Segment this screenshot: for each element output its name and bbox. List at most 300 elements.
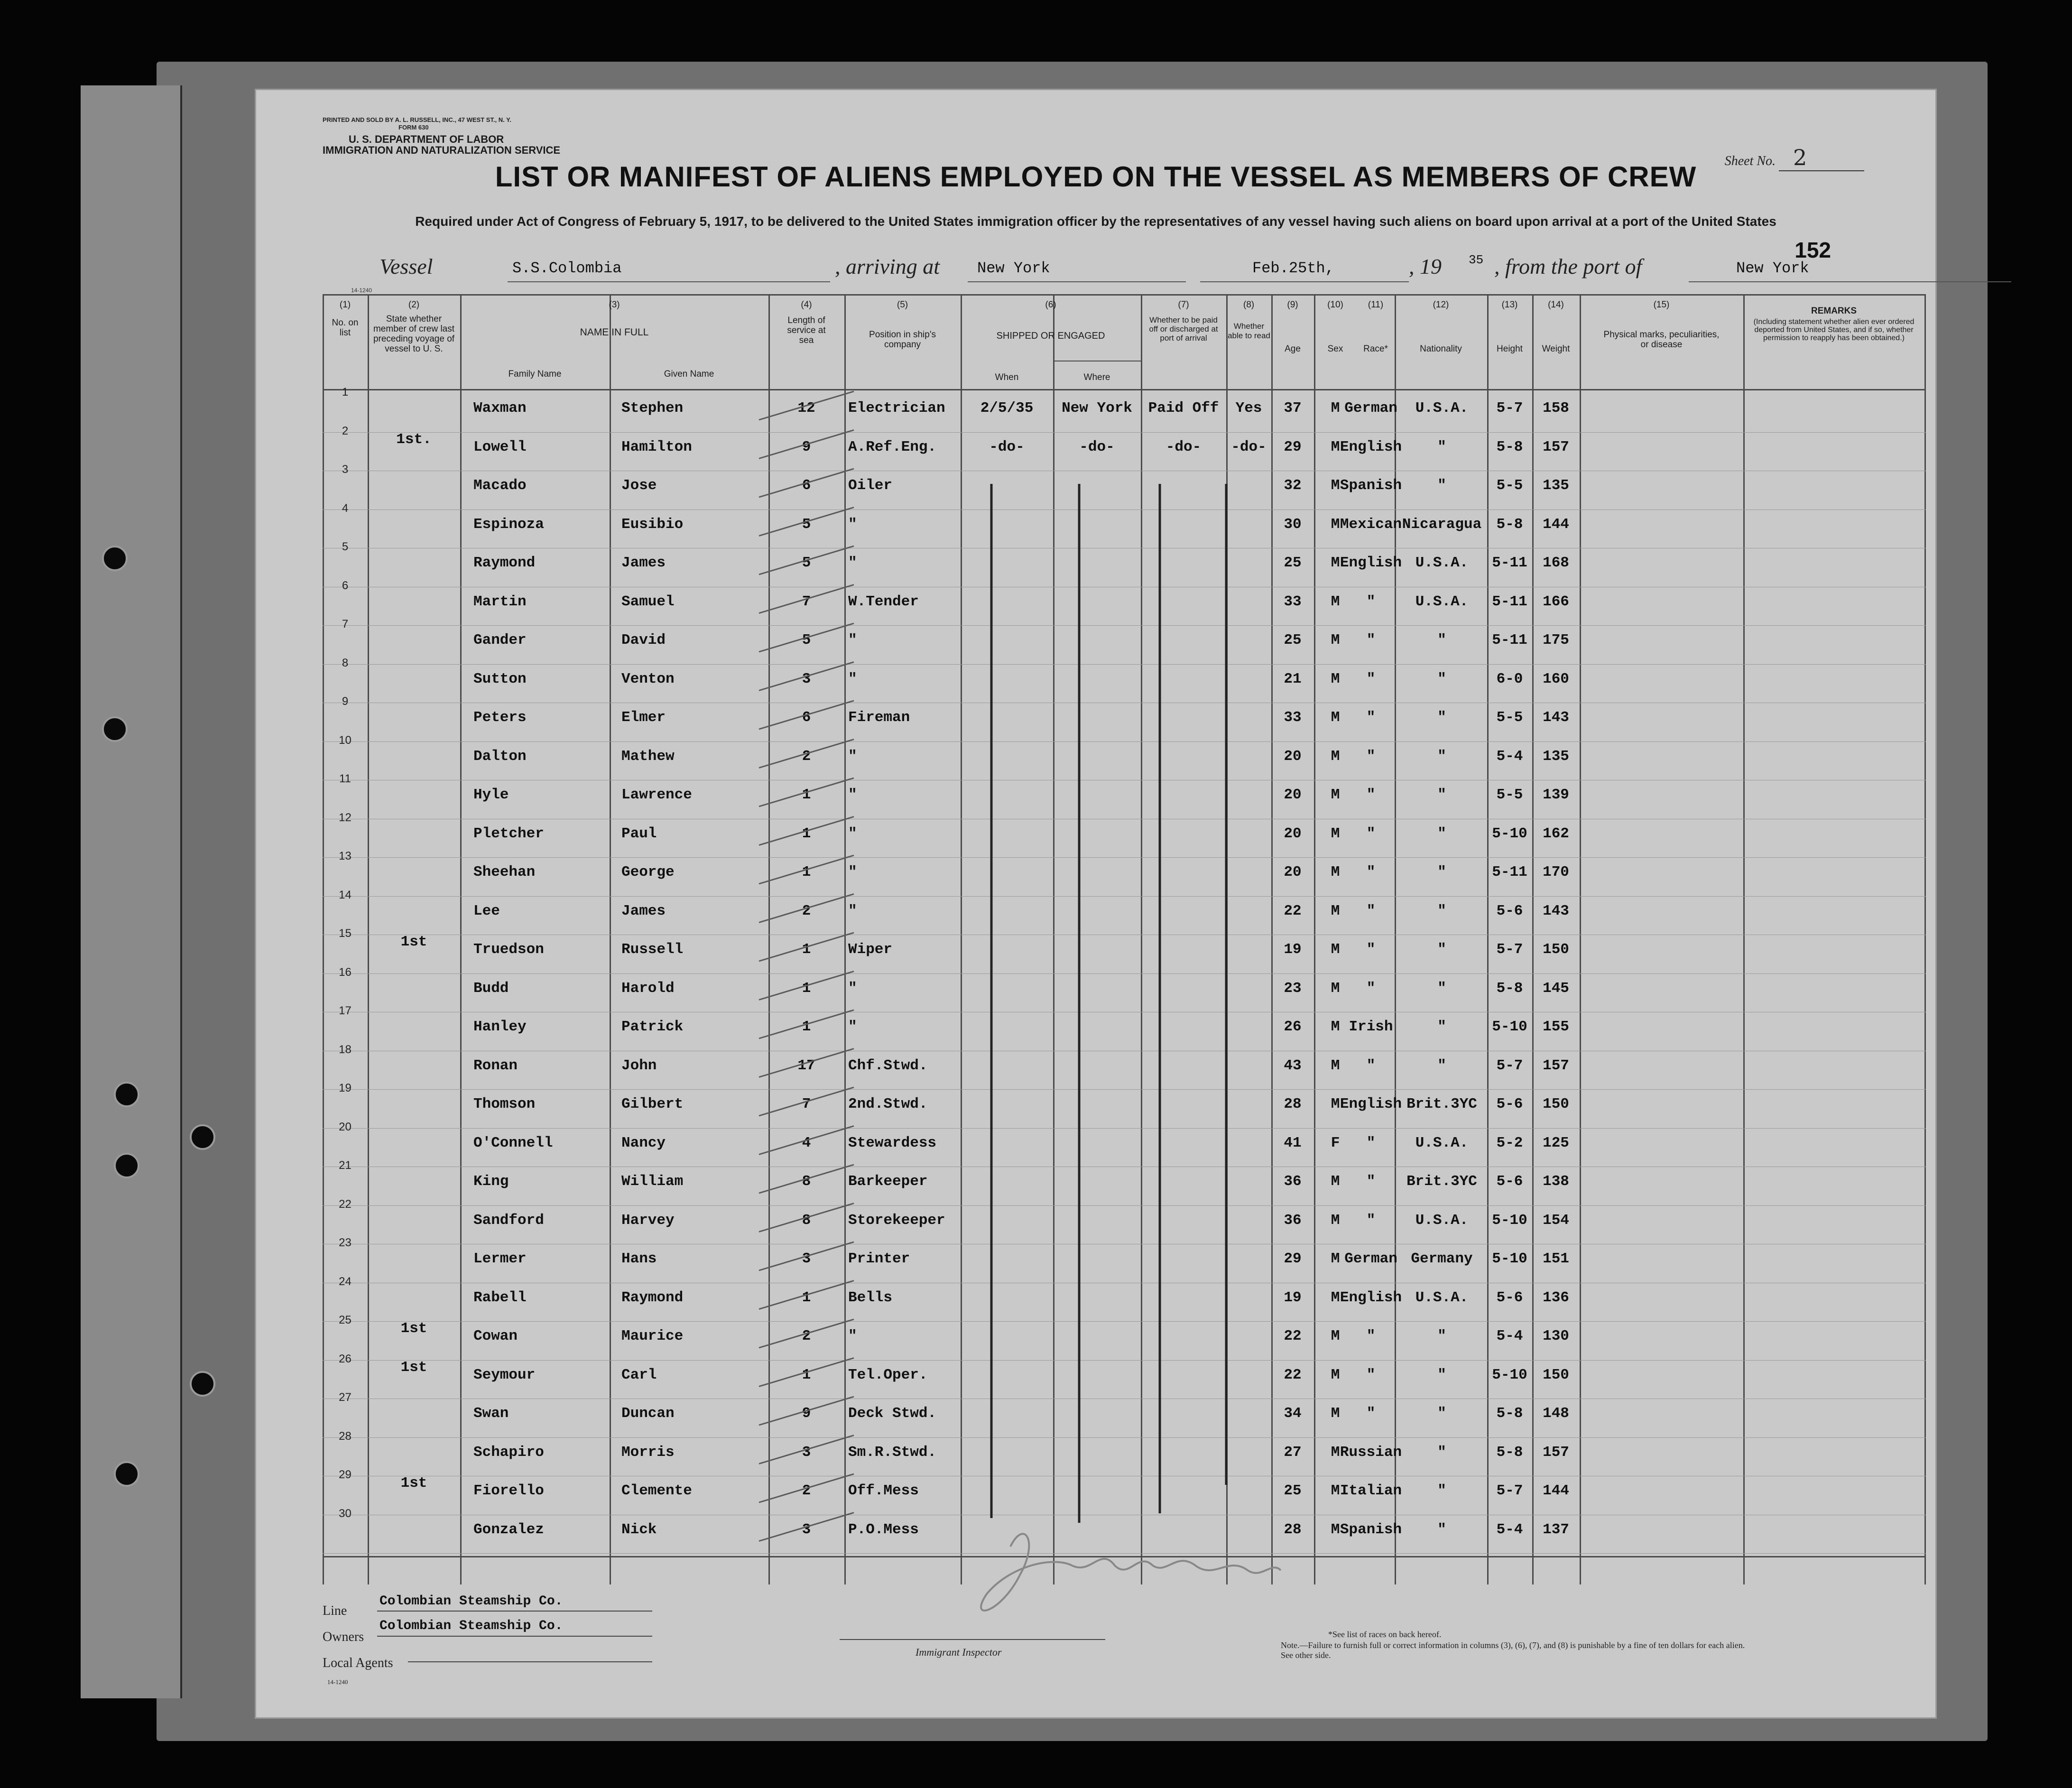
nationality-cell: " [1437,1057,1446,1074]
row-number-cell: 1 [342,386,349,398]
position-cell: Chf.Stwd. [848,1057,928,1074]
check-stroke [759,1242,854,1270]
row-number-cell: 13 [339,850,352,862]
col13-number: (13) [1501,300,1518,310]
age-cell: 29 [1284,438,1302,455]
row-number-cell: 24 [339,1275,352,1288]
sex-cell: M [1331,1521,1340,1538]
nationality-cell: " [1437,1405,1446,1422]
height-cell: 5-8 [1496,1405,1523,1422]
position-cell: W.Tender [848,593,919,610]
sex-cell: M [1331,632,1340,648]
col3-header: NAME IN FULL [580,327,649,338]
row-number-cell: 30 [339,1507,352,1520]
col1-header: No. on list [332,318,359,338]
family-name-cell: Dalton [473,748,527,765]
service-length-cell: 4 [802,1134,811,1151]
service-length-cell: 2 [802,748,811,765]
race-cell: " [1366,1057,1376,1074]
family-name-cell: Sutton [473,670,527,687]
race-cell: " [1366,941,1376,958]
weight-cell: 143 [1543,709,1569,726]
weight-cell: 150 [1543,1096,1569,1112]
sex-cell: M [1331,864,1340,880]
prev-voyage-cell: 1st [400,1320,427,1337]
col2-header: State whether member of crew last preceding voyage of vessel to U. S. [373,314,455,354]
given-name-cell: Nancy [621,1134,666,1151]
height-cell: 5-8 [1496,1444,1523,1461]
printer-note: PRINTED AND SOLD BY A. L. RUSSELL, INC., 47 WEST ST., N. Y. FORM 630 [323,116,511,131]
race-cell: German [1344,400,1397,417]
check-stroke [759,1049,854,1077]
family-name-cell: Rabell [473,1289,527,1306]
race-cell: " [1366,1328,1376,1344]
col14-header: Weight [1542,344,1570,354]
paid-off-cell: -do- [1166,438,1202,455]
col5-header: Position in ship's company [869,330,936,350]
col4-header: Length of service at sea [787,315,826,345]
weight-cell: 170 [1543,864,1569,880]
age-cell: 20 [1284,748,1302,765]
service-length-cell: 9 [802,1405,811,1422]
row-number-cell: 21 [339,1159,352,1172]
check-stroke [759,1087,854,1116]
height-cell: 5-5 [1496,477,1523,494]
col8-number: (8) [1243,300,1255,310]
age-cell: 22 [1284,902,1302,919]
age-cell: 19 [1284,941,1302,958]
given-name-cell: Raymond [621,1289,684,1306]
family-name-cell: Peters [473,709,527,726]
nationality-cell: " [1437,1482,1446,1499]
sex-cell: M [1331,902,1340,919]
given-name-cell: Patrick [621,1019,684,1035]
position-cell: " [848,1019,857,1035]
age-cell: 36 [1284,1212,1302,1229]
height-cell: 5-4 [1496,1328,1523,1344]
height-cell: 5-7 [1496,400,1523,417]
position-cell: Storekeeper [848,1212,945,1229]
given-name-cell: Carl [621,1366,657,1383]
nationality-cell: " [1437,864,1446,880]
weight-cell: 144 [1543,1482,1569,1499]
nationality-cell: Brit.3YC [1406,1173,1477,1190]
race-cell: " [1366,864,1376,880]
weight-cell: 162 [1543,825,1569,842]
family-name-cell: Truedson [473,941,544,958]
col12-number: (12) [1433,300,1449,310]
check-stroke [759,1126,854,1155]
age-cell: 29 [1284,1251,1302,1267]
row-number-cell: 5 [342,540,349,553]
position-cell: " [848,516,857,533]
race-cell: " [1366,1134,1376,1151]
service-length-cell: 17 [797,1057,815,1074]
check-stroke [759,1204,854,1232]
row-number-cell: 11 [339,772,351,785]
position-cell: Stewardess [848,1134,937,1151]
age-cell: 19 [1284,1289,1302,1306]
sex-cell: M [1331,748,1340,765]
row-number-cell: 6 [342,579,349,592]
given-name-cell: Paul [621,825,657,842]
owners-value: Colombian Steamship Co. [379,1619,563,1633]
weight-cell: 145 [1543,980,1569,997]
row-number-cell: 3 [342,463,349,476]
weight-cell: 158 [1543,400,1569,417]
weight-cell: 151 [1543,1251,1569,1267]
given-name-cell: Venton [621,670,675,687]
service-length-cell: 6 [802,477,811,494]
check-stroke [759,391,854,420]
check-stroke [759,469,854,497]
col8-header: Whether able to read [1228,322,1270,340]
line-value: Colombian Steamship Co. [379,1594,563,1609]
row-number-cell: 4 [342,501,349,515]
service-length-cell: 3 [802,670,811,687]
height-cell: 5-5 [1496,709,1523,726]
year-label: , 19 [1409,254,1442,278]
nationality-cell: " [1437,1366,1446,1383]
weight-cell: 130 [1543,1328,1569,1344]
family-name-cell: Fiorello [473,1482,544,1499]
service-length-cell: 5 [802,632,811,648]
weight-cell: 157 [1543,1444,1569,1461]
given-name-cell: Hamilton [621,438,692,455]
sex-cell: M [1331,1057,1340,1074]
check-stroke [759,1397,854,1425]
col4-number: (4) [801,300,812,310]
inspector-label: Immigrant Inspector [916,1646,1002,1658]
age-cell: 37 [1284,400,1302,417]
race-cell: " [1366,593,1376,610]
check-stroke [759,894,854,923]
remarks-subheader: (Including statement whether alien ever ordered deported from United States, and if so, whether permission to reapply has been obtained.) [1753,318,1915,342]
service-length-cell: 3 [802,1521,811,1538]
from-port-label: , from the port of [1494,254,1642,278]
nationality-cell: " [1437,1019,1446,1035]
page-number: 152 [1794,238,1831,262]
family-name-header: Family Name [508,369,562,379]
given-name-cell: Eusibio [621,516,684,533]
weight-cell: 137 [1543,1521,1569,1538]
penalty-note: Note.—Failure to furnish full or correct information in columns (3), (6), (7), and (8) is punishable by a fine of ten dollars for each alien. See other side. [1281,1640,1745,1660]
nationality-cell: " [1437,941,1446,958]
row-number-cell: 28 [339,1429,352,1443]
family-name-cell: Lowell [473,438,527,455]
service-length-cell: 3 [802,1444,811,1461]
given-name-cell: Stephen [621,400,684,417]
check-stroke [759,1281,854,1309]
race-cell: English [1340,555,1402,571]
check-stroke [759,1165,854,1193]
check-stroke [759,1513,854,1541]
col1-number: (1) [339,300,351,310]
prev-voyage-cell: 1st. [396,431,432,448]
race-cell: " [1366,980,1376,997]
height-cell: 5-11 [1492,555,1527,571]
position-cell: " [848,864,857,880]
nationality-cell: U.S.A. [1415,1134,1469,1151]
nationality-cell: " [1437,1521,1446,1538]
able-to-read-cell: -do- [1231,438,1267,455]
col15-number: (15) [1653,300,1670,310]
given-name-cell: Maurice [621,1328,684,1344]
arrival-year: 35 [1469,253,1484,267]
position-cell: Deck Stwd. [848,1405,937,1422]
given-name-cell: Jose [621,477,657,494]
nationality-cell: U.S.A. [1415,1289,1469,1306]
position-cell: " [848,1328,857,1344]
service-length-cell: 7 [802,1096,811,1112]
weight-cell: 135 [1543,477,1569,494]
sex-cell: M [1331,980,1340,997]
race-cell: English [1340,438,1402,455]
age-cell: 27 [1284,1444,1302,1461]
family-name-cell: Seymour [473,1366,536,1383]
row-number-cell: 29 [339,1468,352,1481]
race-cell: Russian [1340,1444,1402,1461]
sex-cell: M [1331,1444,1340,1461]
nationality-cell: " [1437,980,1446,997]
row-number-cell: 8 [342,656,349,669]
given-name-cell: William [621,1173,684,1190]
race-cell: " [1366,787,1376,803]
sex-cell: M [1331,555,1340,571]
check-stroke [759,1319,854,1348]
nationality-cell: " [1437,748,1446,765]
position-cell: Oiler [848,477,893,494]
races-note: *See list of races on back hereof. [1328,1630,1442,1639]
service-length-cell: 12 [797,400,815,417]
check-stroke [759,933,854,961]
position-cell: Electrician [848,400,945,417]
family-name-cell: Espinoza [473,516,544,533]
check-stroke [759,778,854,806]
check-stroke [759,855,854,884]
col10-number: (10) [1327,300,1343,310]
check-stroke [759,1436,854,1464]
height-cell: 5-10 [1492,1251,1527,1267]
height-cell: 5-6 [1496,902,1523,919]
family-name-cell: Schapiro [473,1444,544,1461]
position-cell: " [848,980,857,997]
nationality-cell: U.S.A. [1415,555,1469,571]
sex-cell: M [1331,1251,1340,1267]
age-cell: 21 [1284,670,1302,687]
race-cell: Mexican [1340,516,1402,533]
family-name-cell: Martin [473,593,527,610]
given-name-cell: Clemente [621,1482,692,1499]
col7-header: Whether to be paid off or discharged at port of arrival [1149,315,1218,343]
service-length-cell: 7 [802,593,811,610]
given-name-cell: Samuel [621,593,675,610]
family-name-cell: Pletcher [473,825,544,842]
check-stroke [759,623,854,652]
race-cell: English [1340,1096,1402,1112]
row-number-cell: 14 [339,888,352,901]
col5-number: (5) [897,300,908,310]
row-number-cell: 10 [339,733,352,747]
age-cell: 22 [1284,1328,1302,1344]
vessel-label: Vessel [379,254,433,278]
col11-header: Race* [1363,344,1388,354]
family-name-cell: Hyle [473,787,509,803]
sex-cell: M [1331,787,1340,803]
height-cell: 5-4 [1496,748,1523,765]
family-name-cell: Waxman [473,400,527,417]
position-cell: " [848,902,857,919]
service-length-cell: 1 [802,864,811,880]
weight-cell: 138 [1543,1173,1569,1190]
service-length-cell: 6 [802,709,811,726]
height-cell: 5-4 [1496,1521,1523,1538]
family-name-cell: Thomson [473,1096,536,1112]
family-name-cell: Ronan [473,1057,518,1074]
weight-cell: 150 [1543,941,1569,958]
row-number-cell: 19 [339,1082,352,1094]
sex-cell: M [1331,400,1340,417]
row-number-cell: 22 [339,1197,352,1211]
service-length-cell: 2 [802,902,811,919]
service-length-cell: 5 [802,516,811,533]
height-cell: 5-2 [1496,1134,1523,1151]
service-length-cell: 1 [802,980,811,997]
family-name-cell: Hanley [473,1019,527,1035]
col7-number: (7) [1178,300,1189,310]
given-name-cell: James [621,555,666,571]
age-cell: 26 [1284,1019,1302,1035]
family-name-cell: Raymond [473,555,536,571]
family-name-cell: Gander [473,632,527,648]
service-length-cell: 1 [802,1289,811,1306]
given-name-cell: Gilbert [621,1096,684,1112]
weight-cell: 135 [1543,748,1569,765]
sex-cell: M [1331,1366,1340,1383]
arrival-date: Feb.25th, [1252,259,1334,277]
row-number-cell: 25 [339,1314,352,1326]
nationality-cell: " [1437,709,1446,726]
sex-cell: M [1331,438,1340,455]
position-cell: " [848,825,857,842]
nationality-cell: Germany [1411,1251,1473,1267]
sex-cell: M [1331,709,1340,726]
age-cell: 32 [1284,477,1302,494]
given-name-cell: Mathew [621,748,675,765]
arriving-label: , arriving at [835,254,940,278]
check-stroke [759,546,854,574]
height-cell: 5-8 [1496,516,1523,533]
race-cell: " [1366,670,1376,687]
col15-header: Physical marks, peculiarities, or disease [1603,330,1720,350]
height-cell: 5-7 [1496,941,1523,958]
row-number-cell: 18 [339,1043,352,1056]
race-cell: Spanish [1340,1521,1402,1538]
service-length-cell: 1 [802,825,811,842]
family-name-cell: O'Connell [473,1134,553,1151]
position-cell: Sm.R.Stwd. [848,1444,937,1461]
weight-cell: 136 [1543,1289,1569,1306]
row-number-cell: 26 [339,1352,352,1365]
col6-header: SHIPPED OR ENGAGED [996,331,1105,341]
shipped-where-cell: New York [1062,400,1132,417]
col3-number: (3) [609,300,620,310]
service-length-cell: 1 [802,941,811,958]
row-number-cell: 20 [339,1120,352,1133]
check-stroke [759,1474,854,1502]
given-name-cell: Harvey [621,1212,675,1229]
height-cell: 5-8 [1496,438,1523,455]
weight-cell: 155 [1543,1019,1569,1035]
height-cell: 5-7 [1496,1482,1523,1499]
check-stroke [759,1010,854,1038]
position-cell: Off.Mess [848,1482,919,1499]
position-cell: Printer [848,1251,910,1267]
height-cell: 5-8 [1496,980,1523,997]
position-cell: " [848,787,857,803]
document-title: LIST OR MANIFEST OF ALIENS EMPLOYED ON THE VESSEL AS MEMBERS OF CREW [495,161,1697,193]
service-length-cell: 1 [802,787,811,803]
nationality-cell: " [1437,787,1446,803]
service-length-cell: 2 [802,1328,811,1344]
check-stroke [759,508,854,536]
height-cell: 5-10 [1492,1212,1527,1229]
col13-header: Height [1497,344,1523,354]
service-length-cell: 1 [802,1019,811,1035]
col14-number: (14) [1548,300,1564,310]
agents-label: Local Agents [323,1656,393,1670]
family-name-cell: Lee [473,902,500,919]
age-cell: 20 [1284,787,1302,803]
height-cell: 5-11 [1492,632,1527,648]
row-number-cell: 27 [339,1391,352,1404]
weight-cell: 157 [1543,1057,1569,1074]
service-length-cell: 2 [802,1482,811,1499]
sex-cell: M [1331,670,1340,687]
inspector-signature [981,1534,1281,1611]
family-name-cell: Sandford [473,1212,544,1229]
nationality-cell: " [1437,670,1446,687]
shipped-where-cell: -do- [1079,438,1115,455]
height-cell: 5-11 [1492,593,1527,610]
given-name-cell: Nick [621,1521,657,1538]
sheet-number: Sheet No. 2 [1725,145,1864,171]
sex-cell: M [1331,593,1340,610]
prev-voyage-cell: 1st [400,1475,427,1492]
age-cell: 23 [1284,980,1302,997]
shipped-when-cell: 2/5/35 [980,400,1034,417]
nationality-cell: " [1437,438,1446,455]
from-port: New York [1736,259,1809,277]
shipped-when-cell: -do- [989,438,1025,455]
col10-header: Sex [1327,344,1343,354]
weight-cell: 160 [1543,670,1569,687]
family-name-cell: King [473,1173,509,1190]
height-cell: 5-5 [1496,787,1523,803]
age-cell: 28 [1284,1096,1302,1112]
document-subtitle: Required under Act of Congress of February 5, 1917, to be delivered to the United States immigration officer by the representatives of any vessel having such aliens on board upon arrival at a port of the United States [415,214,1776,229]
nationality-cell: U.S.A. [1415,400,1469,417]
weight-cell: 154 [1543,1212,1569,1229]
age-cell: 25 [1284,555,1302,571]
age-cell: 33 [1284,593,1302,610]
footer-form-code: 14-1240 [327,1678,348,1686]
age-cell: 25 [1284,1482,1302,1499]
age-cell: 41 [1284,1134,1302,1151]
col12-header: Nationality [1420,344,1462,354]
race-cell: German [1344,1251,1397,1267]
age-cell: 22 [1284,1366,1302,1383]
